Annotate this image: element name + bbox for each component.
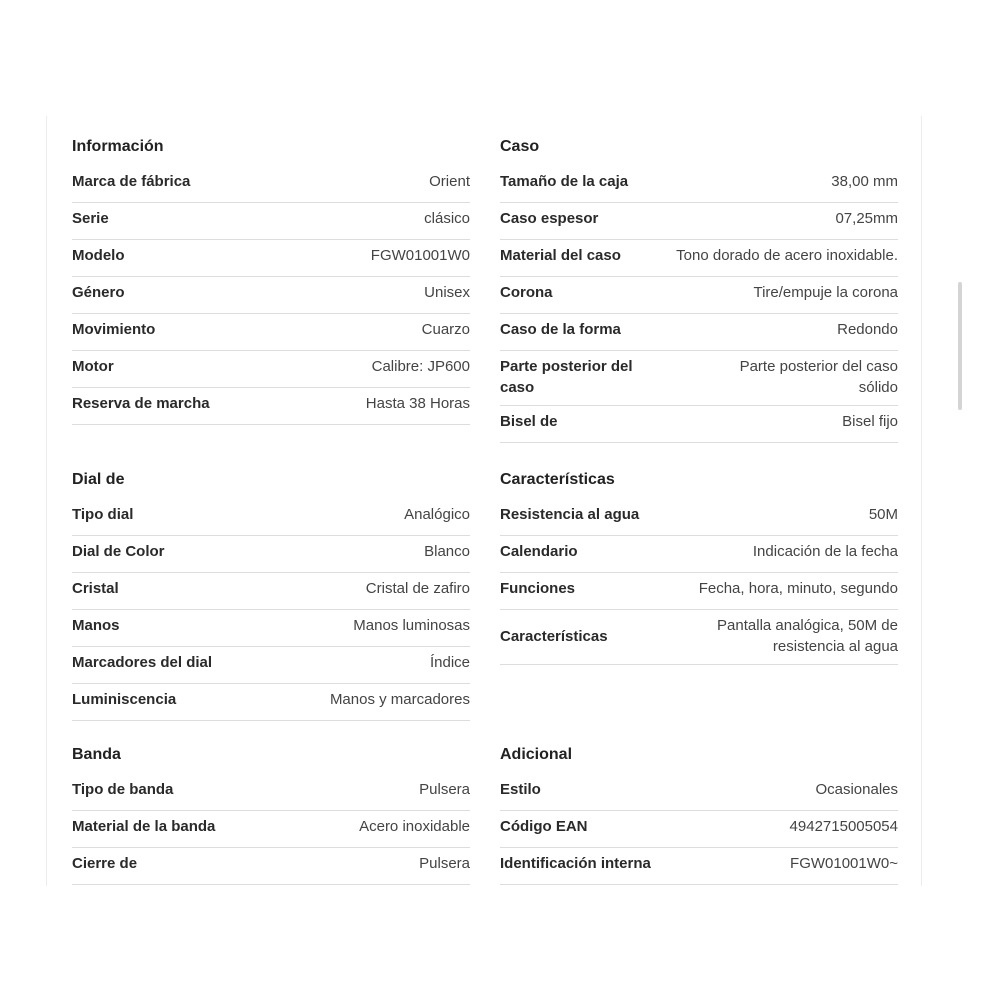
spec-value: Redondo — [837, 321, 898, 338]
spec-value: Pulsera — [419, 855, 470, 872]
spec-label: Modelo — [72, 247, 125, 264]
spec-label: Tipo de banda — [72, 781, 174, 798]
spec-row — [500, 499, 898, 536]
spec-value: Orient — [429, 173, 470, 190]
spec-value: 4942715005054 — [789, 818, 898, 835]
spec-row — [72, 573, 470, 610]
spec-label: Resistencia al agua — [500, 506, 640, 523]
spec-value: Analógico — [404, 506, 470, 523]
spec-label: Estilo — [500, 781, 541, 798]
spec-row — [72, 240, 470, 277]
spec-label: Cierre de — [72, 855, 138, 872]
spec-value: Manos y marcadores — [329, 691, 470, 708]
spec-label: Marca de fábrica — [72, 173, 191, 190]
spec-row — [72, 166, 470, 203]
spec-label: Tipo dial — [72, 506, 134, 523]
spec-row — [72, 610, 470, 647]
spec-label: Serie — [72, 210, 109, 227]
spec-value: FGW01001W0~ — [790, 855, 898, 872]
section-dial — [72, 469, 470, 721]
spec-label: Corona — [500, 284, 553, 301]
spec-row — [72, 277, 470, 314]
spec-row — [500, 314, 898, 351]
spec-value: Índice — [429, 654, 470, 671]
spec-label: Identificación interna — [500, 855, 651, 872]
section-title: Caso — [500, 138, 540, 155]
section-caso — [500, 136, 898, 443]
spec-row — [72, 647, 470, 684]
section-banda — [72, 744, 470, 885]
spec-value: Cuarzo — [421, 321, 470, 338]
spec-value: Parte posterior del caso sólido — [739, 358, 898, 396]
section-informacion — [72, 136, 470, 425]
spec-value: Blanco — [424, 543, 470, 560]
spec-label: Material de la banda — [72, 818, 216, 835]
spec-row — [72, 388, 470, 425]
spec-row — [500, 848, 898, 885]
spec-value: Tono dorado de acero inoxidable. — [676, 247, 898, 264]
spec-label: Material del caso — [500, 247, 621, 264]
section-title: Banda — [72, 746, 121, 763]
spec-row — [500, 774, 898, 811]
spec-label: Dial de Color — [72, 543, 165, 560]
spec-label: Funciones — [500, 580, 576, 597]
spec-row — [500, 610, 898, 665]
spec-row — [500, 406, 898, 443]
spec-value: Pantalla analógica, 50M de resistencia al agua — [717, 617, 898, 655]
spec-value: clásico — [424, 210, 470, 227]
spec-label: Código EAN — [500, 818, 588, 835]
spec-value: Fecha, hora, minuto, segundo — [698, 580, 898, 597]
spec-label: Tamaño de la caja — [500, 173, 629, 190]
spec-row — [72, 774, 470, 811]
section-caracteristicas — [500, 469, 898, 665]
spec-label: Caso espesor — [500, 210, 599, 227]
spec-row — [72, 203, 470, 240]
spec-value: 07,25mm — [835, 210, 898, 227]
spec-value: Hasta 38 Horas — [365, 395, 470, 412]
spec-value: Ocasionales — [815, 781, 898, 798]
spec-label: Calendario — [500, 543, 578, 560]
spec-row — [500, 811, 898, 848]
spec-value: Pulsera — [419, 781, 470, 798]
spec-label: Marcadores del dial — [72, 654, 213, 671]
spec-row — [72, 351, 470, 388]
spec-value: Acero inoxidable — [359, 818, 470, 835]
spec-label: Motor — [72, 358, 114, 375]
section-title: Información — [72, 138, 164, 155]
scrollbar-thumb[interactable] — [958, 282, 962, 410]
spec-label: Bisel de — [500, 413, 558, 430]
section-adicional — [500, 744, 898, 885]
spec-row — [72, 811, 470, 848]
spec-value: Cristal de zafiro — [365, 580, 470, 597]
spec-value: Calibre: JP600 — [371, 358, 470, 375]
spec-row — [500, 277, 898, 314]
spec-value: 50M — [868, 506, 898, 523]
spec-label: Luminiscencia — [72, 691, 177, 708]
spec-value: Tire/empuje la corona — [753, 284, 898, 301]
spec-value: FGW01001W0 — [370, 247, 470, 264]
spec-row — [500, 536, 898, 573]
spec-label: Cristal — [72, 580, 119, 597]
spec-value: Manos luminosas — [353, 617, 470, 634]
spec-value: Indicación de la fecha — [752, 543, 898, 560]
spec-label: Características — [500, 627, 608, 645]
spec-label: Caso de la forma — [500, 321, 621, 338]
spec-value: 38,00 mm — [831, 173, 898, 190]
section-title: Dial de — [72, 471, 125, 488]
spec-row — [500, 203, 898, 240]
spec-label: Manos — [72, 617, 120, 634]
spec-row — [500, 240, 898, 277]
spec-row — [500, 351, 898, 406]
spec-row — [72, 536, 470, 573]
spec-row — [500, 573, 898, 610]
specifications-panel — [46, 116, 922, 886]
spec-label: Reserva de marcha — [72, 395, 210, 412]
spec-label: Género — [72, 284, 125, 301]
spec-row — [500, 166, 898, 203]
section-title: Características — [500, 471, 615, 488]
spec-value: Unisex — [424, 284, 470, 301]
spec-label: Parte posterior del caso — [500, 358, 633, 396]
spec-row — [72, 499, 470, 536]
section-title: Adicional — [500, 746, 573, 763]
spec-value: Bisel fijo — [842, 413, 898, 430]
spec-row — [72, 314, 470, 351]
spec-label: Movimiento — [72, 321, 156, 338]
spec-row — [72, 684, 470, 721]
spec-row — [72, 848, 470, 885]
